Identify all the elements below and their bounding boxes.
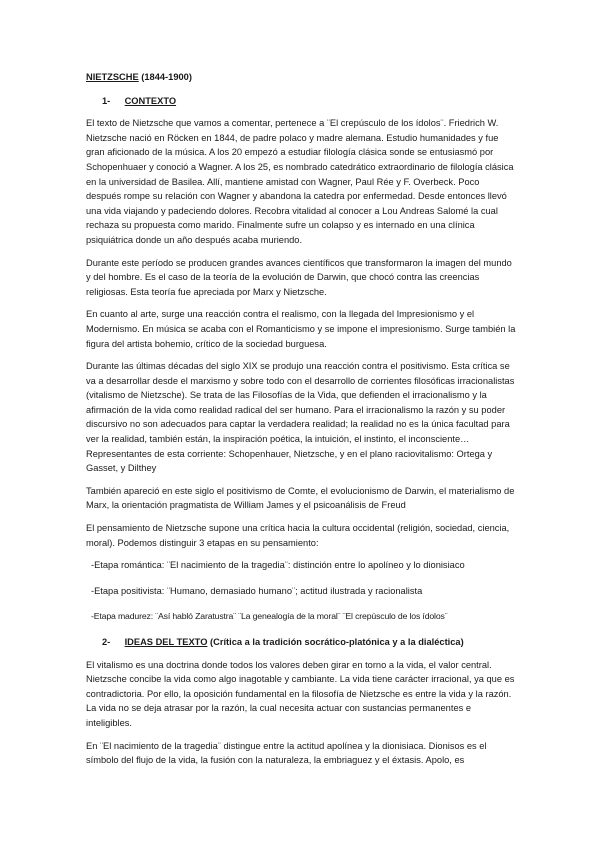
section-label: CONTEXTO xyxy=(124,95,177,106)
paragraph-positivism: También apareció en este siglo el positivismo de Comte, el evolucionismo de Darwin, el materialismo de Marx, la orientación pragmatista de William James y el psicoanálisis de Freud xyxy=(86,485,515,511)
section-subtitle: (Crítica a la tradición socrático-platónica y a la dialéctica) xyxy=(210,637,464,647)
document-body xyxy=(86,70,516,776)
paragraph-science: Durante este período se producen grandes avances científicos que transformaron la imagen del mundo y del hombre. Es el caso de la teoría de la evolución de Darwin, que chocó contra las creencias religiosas. Esta teoría fue apreciada por Marx y Nietzsche. xyxy=(86,257,512,297)
paragraph-art: En cuanto al arte, surge una reacción contra el realismo, con la llegada del Impresionismo y el Modernismo. En música se acaba con el Romanticismo y se impone el impresionismo. Surge también la figura del artista bohemio, crítico de la sociedad burguesa. xyxy=(86,309,516,349)
document-title xyxy=(86,70,516,85)
section-heading-contexto xyxy=(102,94,516,109)
stage-item-romantic: -Etapa romántica: ¨El nacimiento de la tragedia¨: distinción entre lo apolíneo y lo dionisiaco xyxy=(91,560,465,571)
paragraph-stages-intro: El pensamiento de Nietzsche supone una crítica hacia la cultura occidental (religión, sociedad, ciencia, moral). Podemos distinguir 3 etapas en su pensamiento: xyxy=(86,523,510,548)
paragraph-vitalism: El vitalismo es una doctrina donde todos los valores deben girar en torno a la vida, el valor central. Nietzsche concibe la vida como algo inagotable y cambiante. La vida tiene carácter irracional, ya que es contradictoria. Por ello, la oposición fundamental en la filosofía de Nietzsche es entre la vida y la razón. La vida no se deja atrasar por la razón, la cual necesita actuar con sustancias permanentes e inteligibles. xyxy=(86,659,515,728)
paragraph-tragedy: En ¨El nacimiento de la tragedia¨ distingue entre la actitud apolínea y la dionisiaca. Dionisos es el símbolo del flujo de la vida, la fusión con la naturaleza, la embriaguez y el éxtasis. Apolo, es xyxy=(86,740,487,766)
section-number: 2- xyxy=(102,637,111,647)
stage-item-maturity-text: -Etapa madurez: ¨Así habló Zaratustra¨ ¨La genealogía de la moral¨ ¨El crepúsculo de los ídolos¨ xyxy=(91,611,448,622)
section-number: 1- xyxy=(102,95,111,106)
title-name: NIETZSCHE xyxy=(86,72,139,82)
stage-item-positivist: -Etapa positivista: ¨Humano, demasiado humano¨; actitud ilustrada y racionalista xyxy=(91,585,423,596)
paragraph-biography: El texto de Nietzsche que vamos a comentar, pertenece a ¨El crepúsculo de los ídolos¨. Friedrich W. Nietzsche nació en Röcken en 1844, de padre polaco y madre alemana. Estudio humanidades y fue gran aficionado de la música. A los 20 empezó a estudiar filología clásica sonde se entusiasmó por Schopenhuaer y conoció a Wagner. A los 25, es nombrado catedrático extraordinario de filología clásica en la universidad de Basilea. Allí, mantiene amistad con Wagner, Paul Rée y F. Overbeck. Poco después rompe su relación con Wagner y abandona la catedra por enfermedad. Desde entonces llevó una vida viajando y padeciendo dolores. Recobra vitalidad al conocer a Lou Andreas Salomé la cual rechaza su propuesta como marido. Finalmente sufre un colapso y es internado en una clínica psiquiátrica donde un año después acaba muriendo. xyxy=(86,118,514,245)
section-label: IDEAS DEL TEXTO xyxy=(124,637,208,647)
paragraph-irrationalism: Durante las últimas décadas del siglo XIX se produjo una reacción contra el positivismo. Esta crítica se va a desarrollar desde el marxismo y sobre todo con el desarrollo de corrientes filosóficas irracionalistas (vitalismo de Nietzsche). Se trata de las Filosofías de la Vida, que defienden el irracionalismo y la afirmación de la vida como realidad radical del ser humano. Para el irracionalismo la razón y su poder discursivo no son adecuados para captar la verdadera realidad; la realidad no es la única facultad para ver la realidad, también están, la inspiración poética, la intuición, el instinto, el inconsciente… Representantes de esta corriente: Schopenhauer, Nietzsche, y en el plano raciovitalismo: Ortega y Gasset, y Dilthey xyxy=(86,361,515,474)
section-heading-ideas xyxy=(102,635,516,650)
title-years: (1844-1900) xyxy=(141,72,192,82)
stage-item-maturity xyxy=(91,609,516,624)
